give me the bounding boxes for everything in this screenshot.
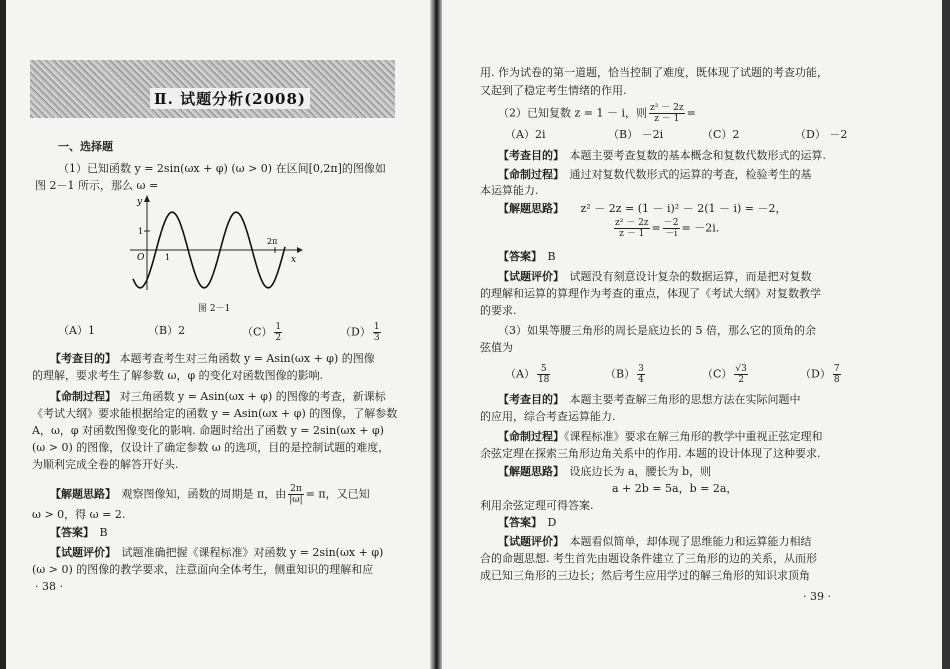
section-heading: 一、选择题 [58,140,113,153]
q3-option-b [605,364,647,385]
q3-option-b-frac [637,364,645,385]
question-1-line-2: 图 2－1 所示，那么 ω = [35,179,159,192]
option-1d-den: 3 [373,333,380,343]
page-number-right: · 39 · [803,590,831,603]
q1-design-tag: 【命制过程】 [50,390,116,403]
q2-frac-num: z² － 2z [650,103,684,113]
continued-2: 又起到了稳定考生情绪的作用. [480,84,627,97]
q3-solution-text-1: 设底边长为 a，腰长为 b，则 [569,465,712,478]
q2-answer [498,250,556,264]
q3-option-c-num: √3 [735,364,747,374]
q2-design-2: 本运算能力. [480,184,539,197]
right-page [440,0,950,669]
q3-solution-1 [498,465,711,479]
q2-design-text-1: 通过对复数代数形式的运算的考查，检验考生的基 [569,168,812,181]
q3-solution-2: a + 2b = 5a，b = 2a， [612,482,738,495]
q3-solution-tag: 【解题思路】 [498,465,559,478]
q1-design-2: 《考试大纲》要求能根据给定的函数 y = Asin(ωx + φ) 的图像，了解参数 [32,407,398,420]
q1-design-3: A，ω，φ 对函数图像变化的影响. 命题时给出了函数 y = 2sin(ωx + φ) [32,424,384,437]
q1-solution-text-b: = π，又已知 [305,487,370,501]
q2-solution-1 [498,202,787,216]
q3-design-1 [498,430,823,444]
option-1d-num: 1 [373,322,380,332]
q1-solution-fraction [288,484,303,505]
q2-sol-frac-1-num: z² － 2z [615,218,649,228]
q2-review-tag: 【试题评价】 [498,270,559,283]
q3-solution-3: 利用余弦定理可得答案. [480,499,594,512]
q1-design-4: (ω > 0) 的图像，仅设计了确定参数 ω 的选项，目的是控制试题的难度， [32,441,390,454]
q3-option-d-num: 7 [833,364,840,374]
q3-option-c [702,364,750,385]
q2-text-b: = [686,106,696,120]
option-1c-label: （C） [242,325,273,339]
x-tick-label: 1 [165,253,171,262]
q2-sol-frac-2-den: －i [665,229,678,239]
q3-option-a-den: 18 [537,375,550,385]
q3-answer-tag: 【答案】 [498,516,537,529]
option-1a: （A）1 [58,324,95,337]
q3-option-a-frac [537,364,550,385]
q3-review-2: 合的命题思想. 考生首先由题设条件建立了三角形的边的关系，从而形 [480,552,817,565]
right-shadow [942,0,950,669]
origin-label: O [137,253,145,263]
continued-1: 用. 作为试卷的第一道题，恰当控制了难度，既体现了试题的考查功能， [480,66,828,79]
section-title: Ⅱ. 试题分析(2008) [150,88,310,109]
q3-option-d [800,364,843,385]
q2-option-c: （C）2 [702,128,740,141]
y-axis-arrow [144,195,150,202]
q3-option-b-den: 4 [638,375,644,385]
q2-answer-value: B [547,250,556,263]
q1-review-1 [50,546,383,560]
q1-solution-1 [50,484,370,505]
q1-solution-2: ω > 0，得 ω = 2. [32,508,126,521]
q2-frac-den: z － 1 [654,114,680,124]
q2-option-d: （D） －2 [795,128,848,141]
q1-review-text-1: 试题准确把握《课程标准》对函数 y = 2sin(ωx + φ) [121,546,384,559]
q3-option-d-label: （D） [800,367,831,381]
q1-solution-frac-num: 2π [290,484,302,494]
q2-sol-frac-1-den: z － 1 [619,229,645,239]
q1-answer-tag: 【答案】 [50,526,89,539]
q1-solution-frac-den: |ω| [289,495,303,505]
q3-option-c-label: （C） [702,367,733,381]
two-pi-label: 2π [267,237,278,246]
q3-option-a [505,364,552,385]
q1-purpose-1 [50,352,375,366]
q2-sol-frac-2-num: －2 [663,218,679,228]
q2-review-1 [498,270,812,284]
q1-design-text-1: 对三角函数 y = Asin(ωx + φ) 的图像的考查，新课标 [119,390,386,403]
q2-fraction [649,103,685,124]
x-axis-arrow [297,247,303,253]
q1-design-5: 为顺利完成全卷的解答开好头. [32,458,179,471]
q3-review-text-1: 本题看似简单，却体现了思维能力和运算能力相结 [569,535,812,548]
q3-answer [498,516,556,530]
q2-answer-tag: 【答案】 [498,250,537,263]
page-number-left: · 38 · [35,580,63,593]
option-1c [242,322,284,343]
figure-caption: 图 2－1 [198,304,231,314]
q2-design-tag: 【命制过程】 [498,168,559,181]
q1-purpose-tag: 【考查目的】 [50,352,116,365]
option-1c-num: 1 [275,322,282,332]
q2-solution-2 [612,218,719,239]
left-page [0,0,430,669]
question-1-line-1: （1）已知函数 y = 2sin(ωx + φ) (ω > 0) 在区间[0,2π]的图像如 [58,162,386,175]
function-graph [125,192,305,292]
q2-sol-frac-1 [614,218,650,239]
q1-purpose-2: 的理解，要求考生了解参数 ω，φ 的变化对函数图像的影响. [32,369,324,382]
q2-option-a: （A）2i [505,128,546,141]
q1-design-1 [50,390,386,404]
q2-review-text-1: 试题没有刻意设计复杂的数据运算，而是把对复数 [569,270,812,283]
q3-purpose-tag: 【考查目的】 [498,393,559,406]
q3-review-tag: 【试题评价】 [498,535,559,548]
option-1c-den: 2 [275,333,282,343]
q3-option-a-num: 5 [537,364,550,375]
q2-review-3: 的要求. [480,304,517,317]
x-axis-label: x [291,255,297,265]
option-1d [340,322,383,343]
q2-sol-frac-2 [663,218,680,239]
q3-option-c-frac [734,364,747,385]
q3-option-b-label: （B） [605,367,636,381]
q1-answer [50,526,108,540]
q3-option-d-frac [833,364,841,385]
option-1c-fraction [274,322,282,343]
q3-purpose-text-1: 本题主要考查解三角形的思想方法在实际问题中 [569,393,801,406]
q3-purpose-1 [498,393,801,407]
option-1d-fraction [373,322,381,343]
q2-solution-tag: 【解题思路】 [498,202,559,215]
q2-purpose-text: 本题主要考查复数的基本概念和复数代数形式的运算. [569,149,826,162]
q3-option-c-den: 2 [738,375,745,385]
q3-purpose-2: 的应用，综合考查运算能力. [480,410,616,423]
q2-text-a: （2）已知复数 z = 1 － i，则 [498,106,648,120]
q1-review-2: (ω > 0) 的图像的教学要求，注意面向全体考生，侧重知识的理解和应 [32,563,374,576]
q3-review-1 [498,535,812,549]
q2-solution-text-1: z² － 2z = (1 － i)² － 2(1 － i) = －2， [580,202,787,215]
q3-review-3: 成已知三角形的三边长；然后考生应用学过的解三角形的知识求顶角 [480,569,810,582]
q3-option-b-num: 3 [638,364,644,374]
q1-solution-tag: 【解题思路】 [50,487,111,501]
option-1b: （B）2 [148,324,186,337]
y-tick-label: 1 [138,227,144,236]
q2-sol-eq: = [651,221,661,235]
option-1d-label: （D） [340,325,371,339]
q3-design-tag: 【命制过程】 [498,430,564,443]
q1-solution-text-a: 观察图像知，函数的周期是 π，由 [121,487,287,501]
question-2 [498,103,696,124]
q2-option-b: （B） －2i [608,128,664,141]
question-3-line-1: （3）如果等腰三角形的周长是底边长的 5 倍，那么它的顶角的余 [498,324,816,337]
y-axis-label: y [137,197,143,207]
q3-design-text-1: 《课程标准》要求在解三角形的教学中重视正弦定理和 [564,430,823,443]
q2-design-1 [498,168,812,182]
q3-answer-value: D [547,516,557,529]
q3-option-a-label: （A） [505,367,535,381]
q2-purpose-tag: 【考查目的】 [498,149,559,162]
question-3-line-2: 弦值为 [480,341,513,354]
q3-design-2: 余弦定理在探索三角形边角关系中的作用. 本题的设计体现了这种要求. [480,447,821,460]
q3-option-d-den: 8 [833,375,840,385]
q2-review-2: 的理解和运算的算理作为考查的重点，体现了《考试大纲》对复数教学 [480,287,821,300]
q1-purpose-text-1: 本题考查考生对三角函数 y = Asin(ωx + φ) 的图像 [119,352,375,365]
q2-sol-tail: = －2i. [681,221,720,235]
q1-answer-value: B [99,526,108,539]
q2-purpose [498,149,826,163]
q1-review-tag: 【试题评价】 [50,546,111,559]
